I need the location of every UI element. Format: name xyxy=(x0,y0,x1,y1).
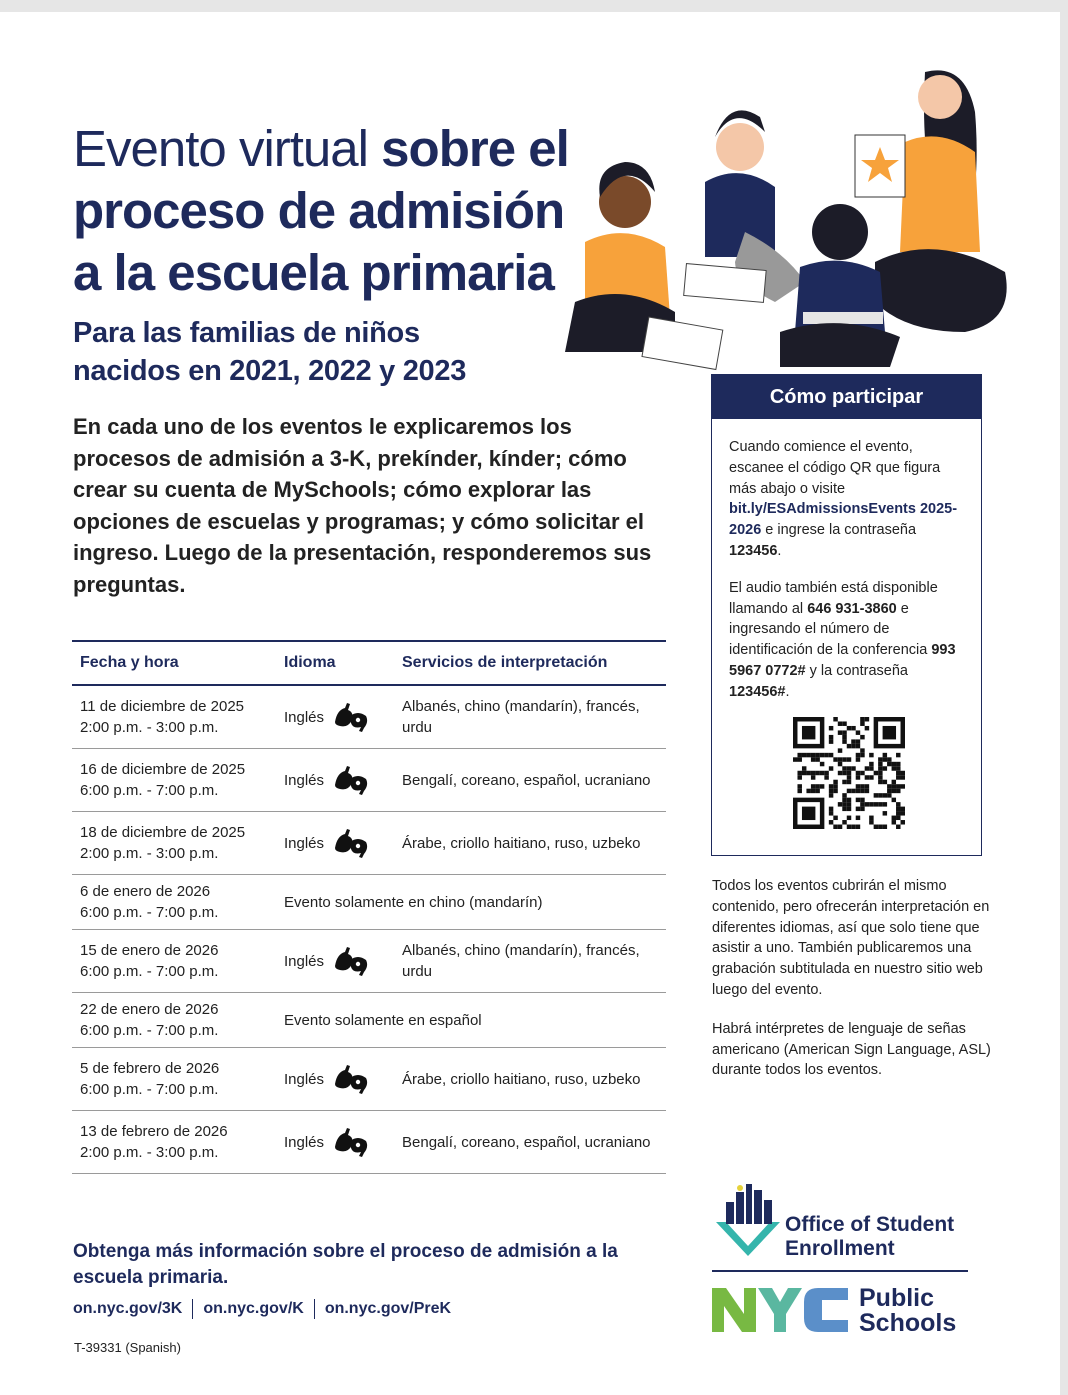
table-row xyxy=(72,686,666,749)
asl-hands-icon xyxy=(332,828,370,858)
table-row xyxy=(72,875,666,930)
table-row xyxy=(72,1048,666,1111)
table-row xyxy=(72,993,666,1048)
event-datetime: 18 de diciembre de 2025 2:00 p.m. - 3:00 p.m. xyxy=(80,824,246,862)
event-link[interactable]: bit.ly/ESAdmissionsEvents 2025-2026 xyxy=(729,501,958,539)
link-separator xyxy=(192,1299,193,1319)
event-datetime: 6 de enero de 2026 6:00 p.m. - 7:00 p.m. xyxy=(80,883,219,921)
event-datetime: 5 de febrero de 2026 6:00 p.m. - 7:00 p.m. xyxy=(80,1060,220,1098)
event-datetime: 15 de enero de 2026 6:00 p.m. - 7:00 p.m. xyxy=(80,942,219,980)
event-language: Inglés xyxy=(276,765,400,795)
subtitle: Para las familias de niños nacidos en 2021, 2022 y 2023 xyxy=(73,317,467,387)
event-interpretation: Árabe, criollo haitiano, ruso, uzbeko xyxy=(402,834,641,852)
table-row xyxy=(72,749,666,812)
page-title: Evento virtual sobre el proceso de admisión a la escuela primaria xyxy=(73,120,569,301)
link-separator xyxy=(314,1299,315,1319)
event-language: Inglés xyxy=(276,828,400,858)
table-row xyxy=(72,1111,666,1174)
qr-code[interactable] xyxy=(793,717,905,829)
logo-divider xyxy=(712,1270,968,1272)
how-to-paragraph-2: El audio también está disponible llamando al 646 931-3860 e ingresando el número de identificación de la conferencia 993 5967 0772# y la contraseña 123456#. xyxy=(729,579,956,700)
family-illustration xyxy=(545,52,1015,382)
link-3k[interactable]: on.nyc.gov/3K xyxy=(73,1300,183,1317)
asl-hands-icon xyxy=(332,946,370,976)
event-language: Inglés xyxy=(276,702,400,732)
link-prek[interactable]: on.nyc.gov/PreK xyxy=(324,1300,452,1317)
event-interpretation: Bengalí, coreano, español, ucraniano xyxy=(402,771,651,789)
nyc-logo xyxy=(712,1284,852,1336)
event-datetime: 22 de enero de 2026 6:00 p.m. - 7:00 p.m. xyxy=(80,1001,219,1039)
events-table xyxy=(72,640,666,1174)
event-datetime: 16 de diciembre de 2025 6:00 p.m. - 7:00 p.m. xyxy=(80,761,246,799)
footer-links xyxy=(73,1299,451,1319)
event-language: Inglés xyxy=(276,946,400,976)
note-text: Todos los eventos cubrirán el mismo contenido, pero ofrecerán interpretación en diferentes idiomas, así que solo tiene que asistir a uno. También publicaremos una grabación subtitulada en nuestro sitio web luego del evento. Habrá intérpretes de lenguaje de señas americano (American Sign Language, ASL) durante todos los eventos. xyxy=(712,878,991,1079)
how-to-participate-box xyxy=(711,374,982,856)
event-language: Inglés xyxy=(276,1064,400,1094)
asl-hands-icon xyxy=(332,702,370,732)
link-k[interactable]: on.nyc.gov/K xyxy=(203,1300,304,1317)
more-info-heading: Obtenga más información sobre el proceso de admisión a la escuela primaria. xyxy=(73,1241,618,1288)
document-code: T-39331 (Spanish) xyxy=(74,1340,181,1355)
how-to-heading: Cómo participar xyxy=(712,375,981,419)
event-interpretation: Árabe, criollo haitiano, ruso, uzbeko xyxy=(402,1070,641,1088)
event-interpretation: Albanés, chino (mandarín), francés, urdu xyxy=(402,698,640,736)
table-row xyxy=(72,930,666,993)
event-interpretation: Albanés, chino (mandarín), francés, urdu xyxy=(402,942,640,980)
event-datetime: 11 de diciembre de 2025 2:00 p.m. - 3:00 p.m. xyxy=(80,698,245,736)
intro-paragraph: En cada uno de los eventos le explicaremos los procesos de admisión a 3-K, prekínder, kínder; cómo crear su cuenta de MySchools; cómo explorar las opciones de escuelas y programas; y cómo solicitar el ingreso. Luego de la presentación, responderemos sus preguntas. xyxy=(73,414,652,597)
asl-hands-icon xyxy=(332,1127,370,1157)
asl-hands-icon xyxy=(332,765,370,795)
ose-logo-text: Office of Student Enrollment xyxy=(785,1213,955,1260)
table-header: Fecha y hora Idioma Servicios de interpretación xyxy=(72,640,666,686)
how-to-body xyxy=(712,419,981,835)
public-schools-text: Public Schools xyxy=(859,1284,957,1337)
event-interpretation: Bengalí, coreano, español, ucraniano xyxy=(402,1133,651,1151)
event-only-language: Evento solamente en español xyxy=(284,1011,482,1029)
how-to-paragraph-1: Cuando comience el evento, escanee el código QR que figura más abajo o visite bit.ly/ESAdmissionsEvents 2025-2026 e ingrese la contraseña 123456. xyxy=(729,439,958,559)
event-language: Inglés xyxy=(276,1127,400,1157)
asl-hands-icon xyxy=(332,1064,370,1094)
event-only-language: Evento solamente en chino (mandarín) xyxy=(284,893,543,911)
table-row xyxy=(72,812,666,875)
event-datetime: 13 de febrero de 2026 2:00 p.m. - 3:00 p.m. xyxy=(80,1123,228,1161)
